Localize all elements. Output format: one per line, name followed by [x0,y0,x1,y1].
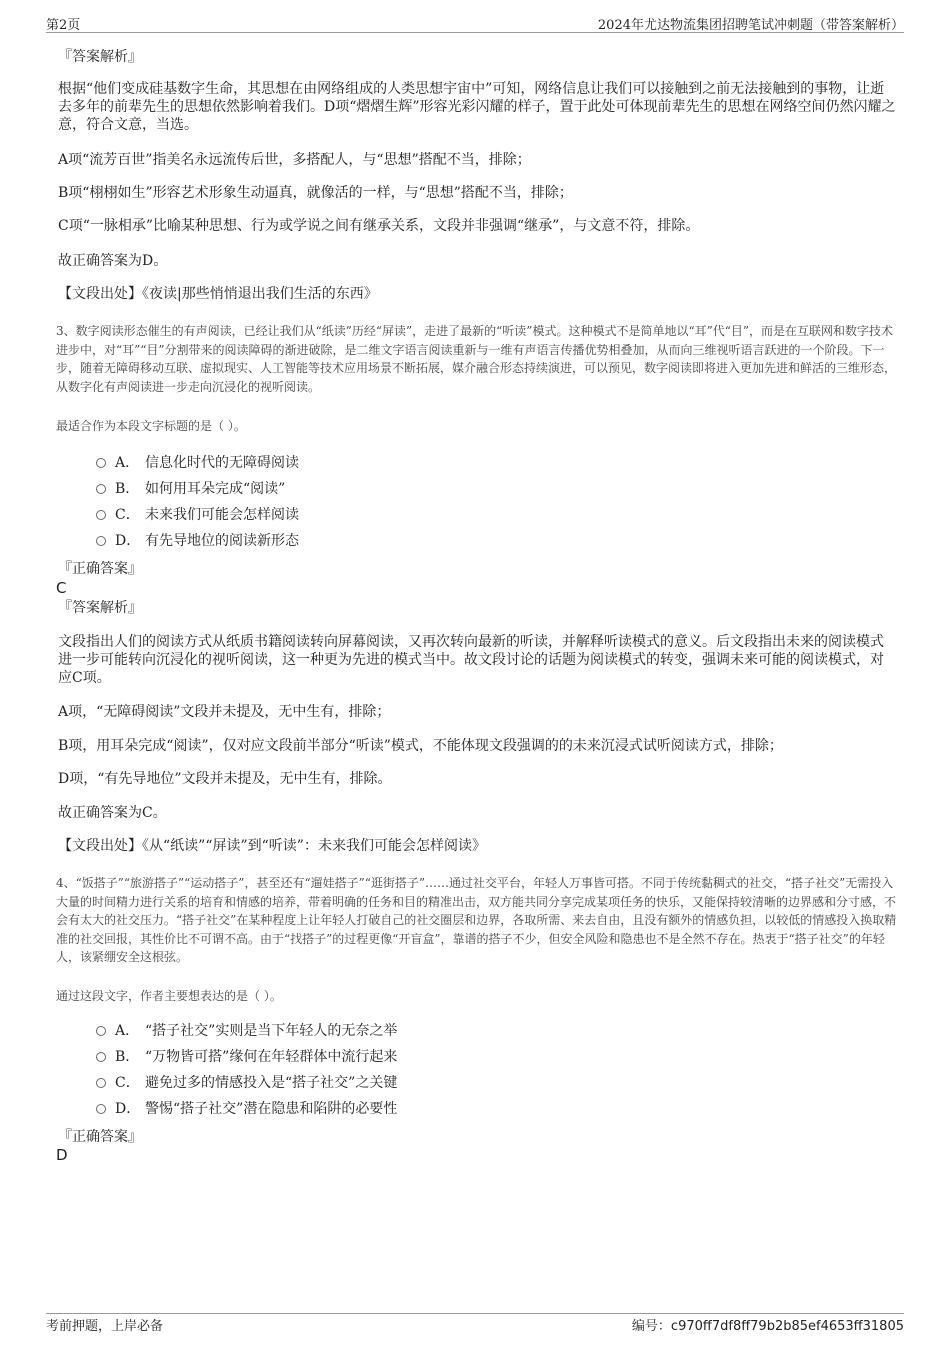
document-title: 2024年尤达物流集团招聘笔试冲刺题（带答案解析） [597,18,904,33]
question-prompt: 最适合作为本段文字标题的是（ ）。 [56,419,246,433]
radio-icon[interactable] [96,1078,106,1088]
option-a[interactable]: A． 信息化时代的无障碍阅读 [96,454,299,472]
answer-label: 『正确答案』 [58,1129,142,1145]
radio-icon[interactable] [96,458,106,468]
question-prompt: 通过这段文字，作者主要想表达的是（ ）。 [56,989,282,1003]
analysis-text: 文段指出人们的阅读方式从纸质书籍阅读转向屏幕阅读，又再次转向最新的听读，并解释听读模式的意义。后文段指出未来的阅读模式进一步可能转向沉浸化的视听阅读，这一种更为先进的模式当中。故文段讨论的话题为阅读模式的转变，强调未来可能的阅读模式，对应C项。 [58,634,884,686]
question-stem: 3、数字阅读形态催生的有声阅读，已经让我们从“纸读”历经“屏读”，走进了最新的“听读”模式。这种模式不是简单地以“耳”代“目”，而是在互联网和数字技术进步中，对“耳”“目”分割带来的阅读障碍的渐进破除，是二维文字语言阅读重新与一维有声语言传播优势相叠加，从而向三维视听语言跃进的一个阶段。下一步，随着无障碍移动互联、虚拟现实、人工智能等技术应用场景不断拓展，媒介融合形态持续演进，可以预见，数字阅读即将进入更加先进和鲜活的三维形态，从数字化有声阅读进一步走向沉浸化的视听阅读。 [56,324,897,394]
option-b-note: B项，用耳朵完成“阅读”，仅对应文段前半部分“听读”模式，不能体现文段强调的的未来沉浸式试听阅读方式，排除； [58,738,783,754]
option-c[interactable]: C． 未来我们可能会怎样阅读 [96,506,299,524]
option-b[interactable]: B． 如何用耳朵完成“阅读” [96,480,285,498]
option-c[interactable]: C． 避免过多的情感投入是“搭子社交”之关键 [96,1074,397,1092]
option-a[interactable]: A． “搭子社交”实则是当下年轻人的无奈之举 [96,1022,397,1040]
option-d-note: D项，“有先导地位”文段并未提及，无中生有，排除。 [58,771,392,787]
question-stem: 4、“饭搭子”“旅游搭子”“运动搭子”，甚至还有“遛娃搭子”“逛街搭子”……通过社交平台，年轻人万事皆可搭。不同于传统黏稠式的社交，“搭子社交”无需投入大量的时间精力进行关系的培育和情感的培养，带着明确的任务和目的精准出击，双方能共同分享完成某项任务的快乐，又能保持较清晰的边界感和分寸感，不会有太大的社交压力。“搭子社交”在某种程度上让年轻人打破自己的社交圈层和边界，各取所需、来去自由，且没有额外的情感负担，以较低的情感投入换取精准的社交回报，其性价比不可谓不高。由于“找搭子”的过程更像“开盲盒”，靠谱的搭子不少，但安全风险和隐患也不是全然不存在。热衷于“搭子社交”的年轻人，该紧绷安全这根弦。 [56,876,897,964]
page-number: 第2页 [46,18,81,33]
radio-icon[interactable] [96,1052,106,1062]
analysis-label: 『答案解析』 [58,600,142,616]
conclusion: 故正确答案为D。 [58,253,168,269]
analysis-text: 根据“他们变成硅基数字生命，其思想在由网络组成的人类思想宇宙中”可知，网络信息让我们可以接触到之前无法接触到的事物，让逝去多年的前辈先生的思想依然影响着我们。D项“熠熠生辉”形容光彩闪耀的样子，置于此处可体现前辈先生的思想在网络空间仍然闪耀之意，符合文意，当选。 [58,81,896,133]
radio-icon[interactable] [96,536,106,546]
radio-icon[interactable] [96,484,106,494]
option-b[interactable]: B． “万物皆可搭”缘何在年轻群体中流行起来 [96,1048,397,1066]
radio-icon[interactable] [96,510,106,520]
answer-value: C [56,579,67,597]
radio-icon[interactable] [96,1104,106,1114]
option-a-note: A项，“无障碍阅读”文段并未提及，无中生有，排除； [58,704,391,720]
document-code: 编号：c970ff7df8ff79b2b85ef4653ff31805 [631,1319,904,1334]
source-citation: 【文段出处】《从“纸读”“屏读”到“听读”：未来我们可能会怎样阅读》 [58,838,486,854]
source-citation: 【文段出处】《夜读|那些悄悄退出我们生活的东西》 [58,286,378,302]
radio-icon[interactable] [96,1026,106,1036]
option-c-note: C项“一脉相承”比喻某种思想、行为或学说之间有继承关系，文段并非强调“继承”，与文意不符，排除。 [58,218,700,234]
answer-label: 『正确答案』 [58,561,142,577]
page-footer [46,1313,904,1333]
answer-value: D [56,1146,68,1164]
option-b-note: B项“栩栩如生”形容艺术形象生动逼真，就像活的一样，与“思想”搭配不当，排除； [58,185,573,201]
conclusion: 故正确答案为C。 [58,805,167,821]
option-d[interactable]: D． 有先导地位的阅读新形态 [96,532,299,550]
page-header [46,14,904,33]
footer-slogan: 考前押题，上岸必备 [46,1319,164,1334]
option-a-note: A项“流芳百世”指美名永远流传后世，多搭配人，与“思想”搭配不当，排除； [58,152,531,168]
option-d[interactable]: D． 警惕“搭子社交”潜在隐患和陷阱的必要性 [96,1100,397,1118]
analysis-label: 『答案解析』 [58,49,142,65]
